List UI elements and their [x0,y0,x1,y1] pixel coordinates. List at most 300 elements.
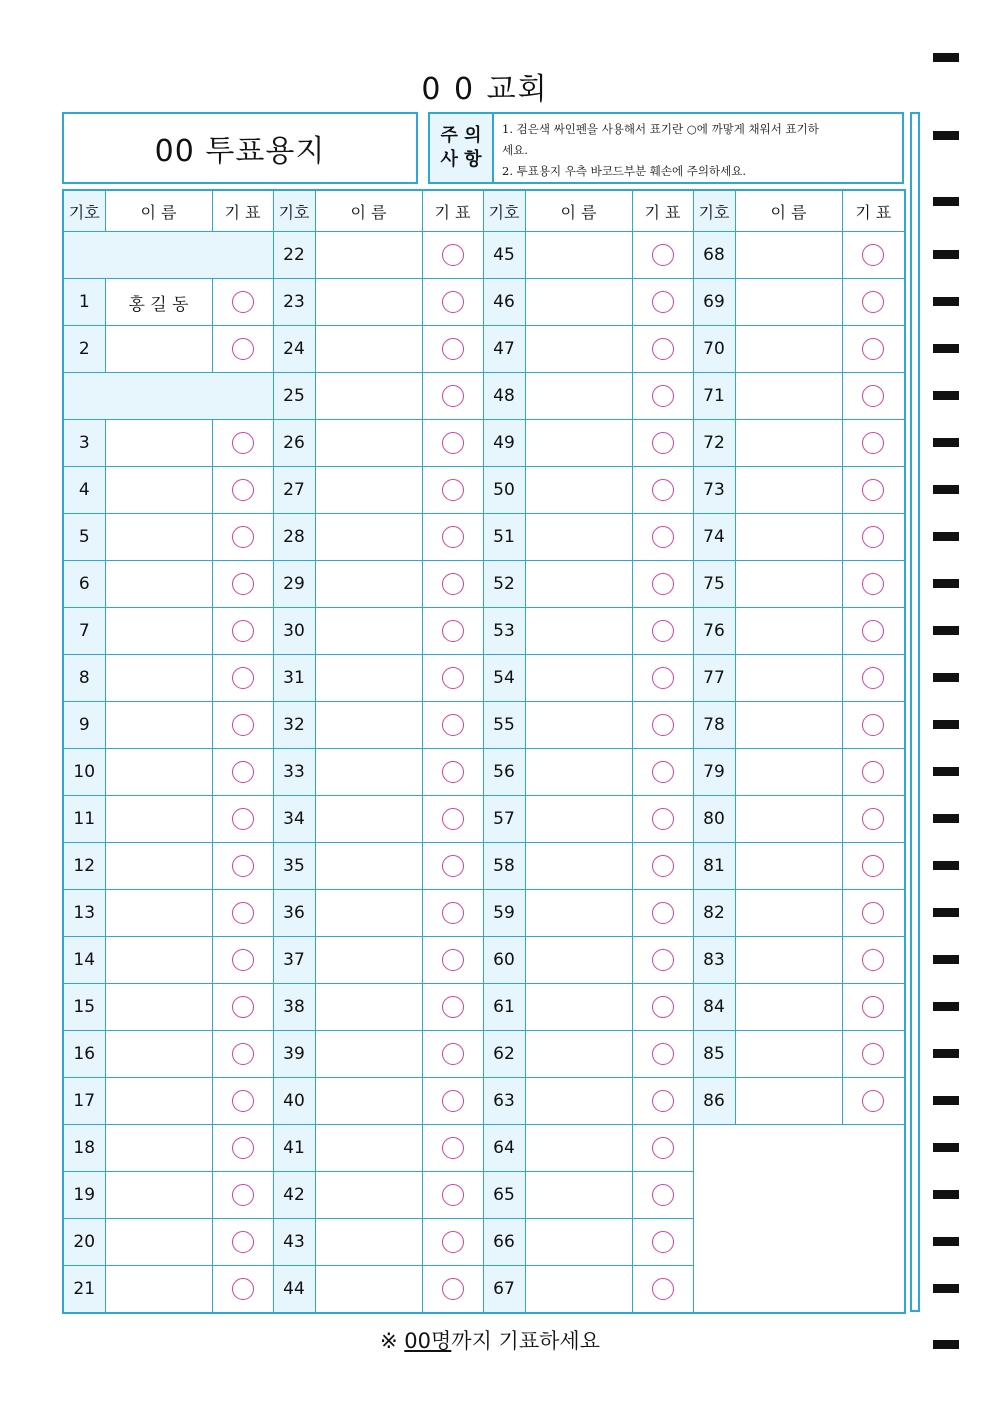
candidate-name [105,796,212,843]
candidate-name [525,1219,632,1266]
table-row [63,984,905,1031]
vote-mark-cell[interactable] [422,467,483,514]
vote-circle-icon[interactable] [652,1090,674,1112]
candidate-number: 24 [273,326,315,373]
vote-mark-cell[interactable] [632,420,693,467]
vote-circle-icon[interactable] [232,855,254,877]
candidate-name [105,749,212,796]
vote-circle-icon[interactable] [442,902,464,924]
vote-circle-icon[interactable] [442,291,464,313]
vote-circle-icon[interactable] [652,855,674,877]
vote-circle-icon[interactable] [232,479,254,501]
vote-circle-icon[interactable] [652,1184,674,1206]
vote-circle-icon[interactable] [652,667,674,689]
ballot-table [62,189,906,1314]
candidate-name [105,1266,212,1314]
barcode-marker [933,391,959,400]
candidate-name [735,984,842,1031]
vote-mark-cell[interactable] [422,890,483,937]
candidate-name [735,608,842,655]
candidate-number: 20 [63,1219,105,1266]
vote-circle-icon[interactable] [442,855,464,877]
candidate-number: 70 [693,326,735,373]
vote-circle-icon[interactable] [652,761,674,783]
candidate-number: 64 [483,1125,525,1172]
table-row [63,796,905,843]
candidate-number: 23 [273,279,315,326]
vote-circle-icon[interactable] [232,761,254,783]
vote-circle-icon[interactable] [862,714,884,736]
candidate-name [735,937,842,984]
vote-mark-cell[interactable] [212,937,273,984]
candidate-number: 68 [693,232,735,279]
vote-mark-cell[interactable] [632,608,693,655]
candidate-number: 84 [693,984,735,1031]
vote-mark-cell[interactable] [842,749,905,796]
vote-mark-cell[interactable] [422,1172,483,1219]
candidate-number: 43 [273,1219,315,1266]
vote-circle-icon[interactable] [442,808,464,830]
vote-circle-icon[interactable] [232,902,254,924]
candidate-name [525,937,632,984]
vote-circle-icon[interactable] [862,526,884,548]
candidate-name [315,984,422,1031]
vote-circle-icon[interactable] [232,949,254,971]
vote-mark-cell[interactable] [422,655,483,702]
vote-mark-cell[interactable] [632,843,693,890]
vote-mark-cell[interactable] [632,702,693,749]
vote-mark-cell[interactable] [212,655,273,702]
vote-circle-icon[interactable] [862,291,884,313]
vote-circle-icon[interactable] [652,808,674,830]
vote-mark-cell[interactable] [632,1125,693,1172]
vote-mark-cell[interactable] [422,1031,483,1078]
candidate-number: 42 [273,1172,315,1219]
vote-circle-icon[interactable] [232,714,254,736]
candidate-number: 51 [483,514,525,561]
candidate-name [525,655,632,702]
vote-circle-icon[interactable] [232,1184,254,1206]
vote-circle-icon[interactable] [232,667,254,689]
candidate-number: 45 [483,232,525,279]
vote-circle-icon[interactable] [652,291,674,313]
candidate-number: 75 [693,561,735,608]
vote-circle-icon[interactable] [652,949,674,971]
vote-circle-icon[interactable] [862,996,884,1018]
candidate-number: 17 [63,1078,105,1125]
candidate-number: 65 [483,1172,525,1219]
vote-circle-icon[interactable] [232,338,254,360]
vote-mark-cell[interactable] [422,1125,483,1172]
vote-circle-icon[interactable] [862,573,884,595]
vote-circle-icon[interactable] [862,949,884,971]
vote-mark-cell[interactable] [212,1078,273,1125]
vote-mark-cell[interactable] [212,279,273,326]
vote-mark-cell[interactable] [842,1078,905,1125]
vote-mark-cell[interactable] [422,326,483,373]
vote-mark-cell[interactable] [632,1031,693,1078]
vote-mark-cell[interactable] [632,984,693,1031]
vote-mark-cell[interactable] [842,608,905,655]
candidate-number: 50 [483,467,525,514]
side-rail [910,112,920,1312]
candidate-number: 46 [483,279,525,326]
candidate-name [525,279,632,326]
vote-mark-cell[interactable] [212,1219,273,1266]
vote-circle-icon[interactable] [862,338,884,360]
barcode-marker [933,1096,959,1105]
barcode-marker [933,532,959,541]
barcode-marker [933,861,959,870]
table-row [63,608,905,655]
candidate-name [735,702,842,749]
vote-mark-cell[interactable] [632,1219,693,1266]
vote-circle-icon[interactable] [862,902,884,924]
header-mark: 기 표 [632,190,693,232]
vote-circle-icon[interactable] [652,1231,674,1253]
vote-mark-cell[interactable] [632,514,693,561]
vote-circle-icon[interactable] [862,432,884,454]
vote-mark-cell[interactable] [842,796,905,843]
vote-mark-cell[interactable] [212,608,273,655]
vote-mark-cell[interactable] [422,843,483,890]
vote-mark-cell[interactable] [632,655,693,702]
vote-circle-icon[interactable] [652,714,674,736]
vote-circle-icon[interactable] [652,996,674,1018]
vote-circle-icon[interactable] [232,808,254,830]
vote-circle-icon[interactable] [232,996,254,1018]
vote-circle-icon[interactable] [442,244,464,266]
vote-mark-cell[interactable] [422,608,483,655]
vote-mark-cell[interactable] [842,467,905,514]
candidate-name [315,420,422,467]
candidate-name [315,796,422,843]
vote-mark-cell[interactable] [842,373,905,420]
vote-circle-icon[interactable] [232,1278,254,1300]
vote-mark-cell[interactable] [212,561,273,608]
vote-mark-cell[interactable] [842,1031,905,1078]
barcode-marker [933,1284,959,1293]
vote-mark-cell[interactable] [212,1266,273,1314]
vote-mark-cell[interactable] [212,1031,273,1078]
vote-circle-icon[interactable] [442,1231,464,1253]
vote-mark-cell[interactable] [632,1266,693,1314]
candidate-name [525,749,632,796]
header-mark: 기 표 [422,190,483,232]
table-row [63,561,905,608]
vote-mark-cell[interactable] [422,702,483,749]
vote-mark-cell[interactable] [422,937,483,984]
vote-circle-icon[interactable] [862,667,884,689]
footer-prefix: ※ [380,1329,405,1353]
table-row [63,279,905,326]
vote-mark-cell[interactable] [842,514,905,561]
table-row [63,749,905,796]
vote-mark-cell[interactable] [212,514,273,561]
vote-circle-icon[interactable] [232,291,254,313]
vote-mark-cell[interactable] [842,702,905,749]
table-row [63,937,905,984]
candidate-number: 16 [63,1031,105,1078]
candidate-name [315,702,422,749]
table-row [63,514,905,561]
vote-mark-cell[interactable] [422,514,483,561]
candidate-name [105,608,212,655]
barcode-marker [933,579,959,588]
vote-circle-icon[interactable] [862,761,884,783]
barcode-marker [933,955,959,964]
candidate-name [315,1172,422,1219]
vote-mark-cell[interactable] [212,702,273,749]
candidate-number: 56 [483,749,525,796]
barcode-marker [933,1190,959,1199]
vote-mark-cell[interactable] [212,796,273,843]
ballot-title: 00 투표용지 [62,112,418,184]
candidate-name [105,702,212,749]
vote-circle-icon[interactable] [652,620,674,642]
candidate-number: 53 [483,608,525,655]
candidate-name [525,326,632,373]
candidate-name [525,420,632,467]
vote-mark-cell[interactable] [422,749,483,796]
notice-line-3: 2. 투표용지 우측 바코드부분 훼손에 주의하세요. [502,164,746,178]
vote-mark-cell[interactable] [632,796,693,843]
vote-mark-cell[interactable] [632,373,693,420]
candidate-number: 10 [63,749,105,796]
vote-circle-icon[interactable] [442,526,464,548]
vote-mark-cell[interactable] [422,1078,483,1125]
vote-circle-icon[interactable] [652,432,674,454]
vote-mark-cell[interactable] [212,1125,273,1172]
candidate-number: 49 [483,420,525,467]
vote-mark-cell[interactable] [842,326,905,373]
vote-mark-cell[interactable] [632,937,693,984]
barcode-marker [933,626,959,635]
notice-heading-line2: 사 항 [440,149,482,170]
vote-circle-icon[interactable] [442,338,464,360]
candidate-number: 60 [483,937,525,984]
candidate-name [315,1125,422,1172]
vote-circle-icon[interactable] [442,432,464,454]
vote-mark-cell[interactable] [632,890,693,937]
table-row [63,655,905,702]
candidate-name [315,1078,422,1125]
candidate-number: 12 [63,843,105,890]
candidate-number: 28 [273,514,315,561]
candidate-number: 85 [693,1031,735,1078]
vote-mark-cell[interactable] [212,467,273,514]
vote-mark-cell[interactable] [842,561,905,608]
vote-mark-cell[interactable] [842,890,905,937]
vote-mark-cell[interactable] [842,843,905,890]
candidate-name [525,608,632,655]
vote-circle-icon[interactable] [442,1278,464,1300]
vote-mark-cell[interactable] [632,1172,693,1219]
candidate-name [105,326,212,373]
vote-mark-cell[interactable] [422,1266,483,1314]
vote-circle-icon[interactable] [862,244,884,266]
vote-circle-icon[interactable] [442,761,464,783]
footer-suffix: 까지 기표하세요 [451,1329,600,1353]
vote-mark-cell[interactable] [842,420,905,467]
vote-circle-icon[interactable] [442,714,464,736]
vote-circle-icon[interactable] [442,1137,464,1159]
table-row [63,702,905,749]
notice-box [428,112,904,184]
vote-circle-icon[interactable] [232,1090,254,1112]
candidate-name [525,514,632,561]
candidate-number: 21 [63,1266,105,1314]
vote-circle-icon[interactable] [862,1090,884,1112]
barcode-marker [933,53,959,62]
candidate-number: 36 [273,890,315,937]
vote-circle-icon[interactable] [232,1231,254,1253]
vote-circle-icon[interactable] [442,385,464,407]
vote-circle-icon[interactable] [862,620,884,642]
vote-mark-cell[interactable] [212,843,273,890]
candidate-number: 9 [63,702,105,749]
candidate-number: 77 [693,655,735,702]
vote-mark-cell[interactable] [422,796,483,843]
barcode-marker [933,438,959,447]
candidate-number: 32 [273,702,315,749]
header-num: 기호 [273,190,315,232]
vote-circle-icon[interactable] [232,526,254,548]
vote-mark-cell[interactable] [632,232,693,279]
vote-mark-cell[interactable] [632,326,693,373]
vote-circle-icon[interactable] [442,1043,464,1065]
vote-mark-cell[interactable] [632,467,693,514]
vote-mark-cell[interactable] [422,279,483,326]
candidate-number: 31 [273,655,315,702]
vote-circle-icon[interactable] [652,479,674,501]
vote-mark-cell[interactable] [842,232,905,279]
candidate-number: 61 [483,984,525,1031]
vote-circle-icon[interactable] [442,996,464,1018]
blank-band [63,373,273,420]
vote-circle-icon[interactable] [442,573,464,595]
vote-circle-icon[interactable] [652,244,674,266]
table-row [63,467,905,514]
candidate-number: 83 [693,937,735,984]
candidate-name [315,1266,422,1314]
candidate-number: 5 [63,514,105,561]
candidate-name: 홍 길 동 [105,279,212,326]
vote-mark-cell[interactable] [212,890,273,937]
candidate-name [105,561,212,608]
candidate-number: 14 [63,937,105,984]
vote-circle-icon[interactable] [232,573,254,595]
vote-mark-cell[interactable] [422,561,483,608]
candidate-number: 62 [483,1031,525,1078]
vote-mark-cell[interactable] [422,420,483,467]
vote-mark-cell[interactable] [422,232,483,279]
vote-mark-cell[interactable] [422,1219,483,1266]
vote-circle-icon[interactable] [442,667,464,689]
vote-mark-cell[interactable] [422,373,483,420]
barcode-marker [933,197,959,206]
header-name: 이 름 [525,190,632,232]
vote-circle-icon[interactable] [442,620,464,642]
vote-circle-icon[interactable] [652,338,674,360]
candidate-number: 72 [693,420,735,467]
candidate-name [315,373,422,420]
vote-circle-icon[interactable] [652,1278,674,1300]
vote-mark-cell[interactable] [212,984,273,1031]
vote-circle-icon[interactable] [652,902,674,924]
candidate-name [105,1125,212,1172]
candidate-name [735,1078,842,1125]
vote-circle-icon[interactable] [232,1137,254,1159]
vote-circle-icon[interactable] [442,479,464,501]
vote-mark-cell[interactable] [632,1078,693,1125]
vote-circle-icon[interactable] [232,432,254,454]
vote-circle-icon[interactable] [862,1043,884,1065]
vote-mark-cell[interactable] [212,749,273,796]
vote-mark-cell[interactable] [212,326,273,373]
vote-circle-icon[interactable] [862,855,884,877]
vote-mark-cell[interactable] [422,984,483,1031]
vote-circle-icon[interactable] [232,1043,254,1065]
candidate-name [525,984,632,1031]
candidate-number: 76 [693,608,735,655]
vote-mark-cell[interactable] [632,279,693,326]
vote-circle-icon[interactable] [442,1090,464,1112]
candidate-name [315,279,422,326]
vote-mark-cell[interactable] [842,279,905,326]
vote-mark-cell[interactable] [632,561,693,608]
vote-mark-cell[interactable] [842,984,905,1031]
candidate-name [105,1031,212,1078]
notice-heading-line1: 주 의 [440,125,482,146]
candidate-number: 15 [63,984,105,1031]
barcode-marker [933,344,959,353]
candidate-name [735,326,842,373]
candidate-name [735,890,842,937]
vote-circle-icon[interactable] [862,808,884,830]
vote-circle-icon[interactable] [652,573,674,595]
vote-circle-icon[interactable] [652,1043,674,1065]
vote-circle-icon[interactable] [862,479,884,501]
vote-circle-icon[interactable] [232,620,254,642]
vote-circle-icon[interactable] [652,1137,674,1159]
header-mark: 기 표 [842,190,905,232]
barcode-marker [933,814,959,823]
vote-mark-cell[interactable] [842,937,905,984]
barcode-marker [933,1049,959,1058]
candidate-number: 57 [483,796,525,843]
vote-mark-cell[interactable] [212,1172,273,1219]
candidate-number: 30 [273,608,315,655]
candidate-number: 4 [63,467,105,514]
vote-mark-cell[interactable] [212,420,273,467]
candidate-number: 13 [63,890,105,937]
barcode-marker [933,250,959,259]
vote-circle-icon[interactable] [862,385,884,407]
notice-line-1: 1. 검은색 싸인펜을 사용해서 표기란 ○에 까맣게 채워서 표기하 [502,122,819,136]
vote-circle-icon[interactable] [652,526,674,548]
header-name: 이 름 [105,190,212,232]
candidate-name [105,420,212,467]
candidate-number: 79 [693,749,735,796]
candidate-name [105,937,212,984]
vote-mark-cell[interactable] [842,655,905,702]
vote-mark-cell[interactable] [632,749,693,796]
vote-circle-icon[interactable] [652,385,674,407]
vote-circle-icon[interactable] [442,1184,464,1206]
candidate-number: 41 [273,1125,315,1172]
vote-circle-icon[interactable] [442,949,464,971]
